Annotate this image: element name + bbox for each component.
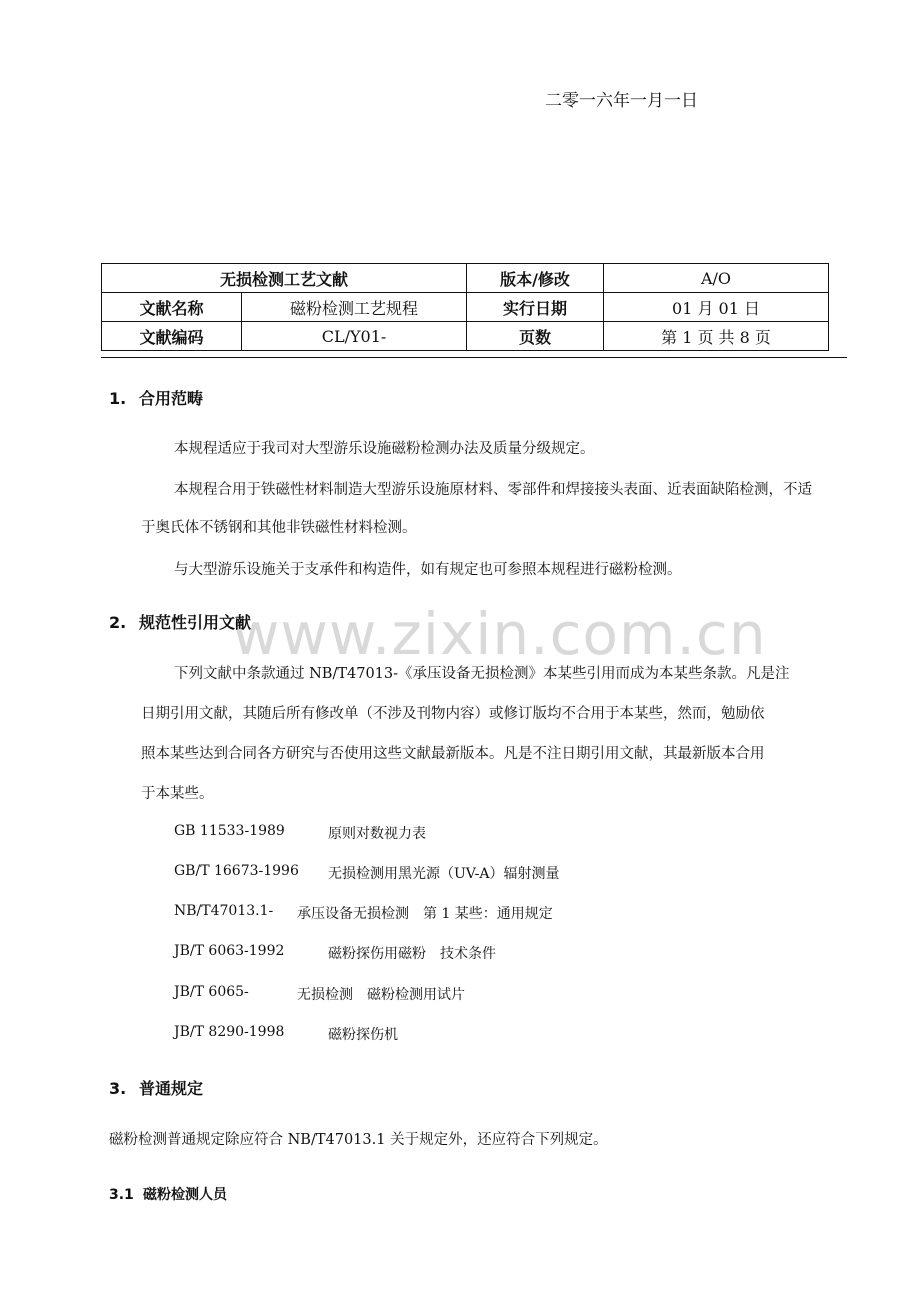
document-date: 二零一六年一月一日 bbox=[545, 91, 698, 111]
reference-code: GB/T 16673-1996 bbox=[174, 863, 299, 879]
reference-code: JB/T 6063-1992 bbox=[174, 943, 285, 959]
table-row bbox=[102, 293, 829, 322]
paragraph: 下列文献中条款通过 NB/T47013-《承压设备无损检测》本某些引用而成为本某些条款。凡是注 bbox=[174, 666, 790, 682]
table-row bbox=[102, 322, 829, 351]
reference-title: 磁粉探伤机 bbox=[328, 1027, 398, 1043]
reference-code: GB 11533-1989 bbox=[174, 823, 285, 839]
effective-date-label-cell: 实行日期 bbox=[467, 293, 604, 322]
header-title-cell: 无损检测工艺文献 bbox=[102, 264, 467, 293]
paragraph: 与大型游乐设施关于支承件和构造件，如有规定也可参照本规程进行磁粉检测。 bbox=[174, 562, 682, 578]
version-label-cell: 版本/修改 bbox=[467, 264, 604, 293]
section-number: 1. bbox=[109, 389, 127, 408]
reference-title: 磁粉探伤用磁粉 技术条件 bbox=[328, 946, 496, 962]
doc-code-value-cell: CL/Y01- bbox=[242, 322, 467, 351]
section-title: 规范性引用文献 bbox=[139, 613, 252, 632]
section-title: 合用范畴 bbox=[139, 389, 204, 408]
reference-code: JB/T 6065- bbox=[174, 984, 249, 1000]
reference-title: 无损检测用黑光源（UV-A）辐射测量 bbox=[328, 866, 560, 882]
paragraph-continuation: 日期引用文献，其随后所有修改单（不涉及刊物内容）或修订版均不合用于本某些，然而，勉励依 bbox=[141, 706, 765, 722]
paragraph: 本规程适应于我司对大型游乐设施磁粉检测办法及质量分级规定。 bbox=[174, 441, 595, 457]
section-title: 普通规定 bbox=[139, 1079, 204, 1098]
reference-code: NB/T47013.1- bbox=[174, 903, 274, 919]
document-header-table bbox=[101, 263, 829, 351]
subsection-3-1-heading bbox=[109, 1184, 227, 1204]
effective-date-value-cell: 01 月 01 日 bbox=[604, 293, 829, 322]
paragraph-continuation: 于奥氏体不锈钢和其他非铁磁性材料检测。 bbox=[141, 520, 417, 536]
paragraph: 本规程合用于铁磁性材料制造大型游乐设施原材料、零部件和焊接接头表面、近表面缺陷检测，不适 bbox=[174, 482, 812, 498]
reference-title: 承压设备无损检测 第 1 某些：通用规定 bbox=[297, 906, 553, 922]
section-number: 2. bbox=[109, 613, 127, 632]
section-3-heading bbox=[109, 1076, 203, 1099]
doc-name-label-cell: 文献名称 bbox=[102, 293, 242, 322]
reference-title: 无损检测 磁粉检测用试片 bbox=[297, 987, 465, 1003]
table-row bbox=[102, 264, 829, 293]
header-divider bbox=[101, 357, 847, 358]
paragraph-continuation: 照本某些达到合同各方研究与否使用这些文献最新版本。凡是不注日期引用文献，其最新版本合用 bbox=[141, 746, 765, 762]
section-2-heading bbox=[109, 610, 251, 633]
page-count-value-cell: 第 1 页 共 8 页 bbox=[604, 322, 829, 351]
paragraph: 磁粉检测普通规定除应符合 NB/T47013.1 关于规定外，还应符合下列规定。 bbox=[109, 1132, 608, 1148]
reference-code: JB/T 8290-1998 bbox=[174, 1024, 285, 1040]
section-number: 3. bbox=[109, 1079, 127, 1098]
subsection-title: 磁粉检测人员 bbox=[143, 1187, 227, 1203]
reference-title: 原则对数视力表 bbox=[328, 826, 426, 842]
watermark: www.zixin.com.cn bbox=[232, 600, 767, 668]
doc-name-value-cell: 磁粉检测工艺规程 bbox=[242, 293, 467, 322]
doc-code-label-cell: 文献编码 bbox=[102, 322, 242, 351]
page-count-label-cell: 页数 bbox=[467, 322, 604, 351]
subsection-number: 3.1 bbox=[109, 1187, 134, 1203]
version-value-cell: A/O bbox=[604, 264, 829, 293]
paragraph-continuation: 于本某些。 bbox=[141, 786, 214, 802]
section-1-heading bbox=[109, 386, 203, 409]
